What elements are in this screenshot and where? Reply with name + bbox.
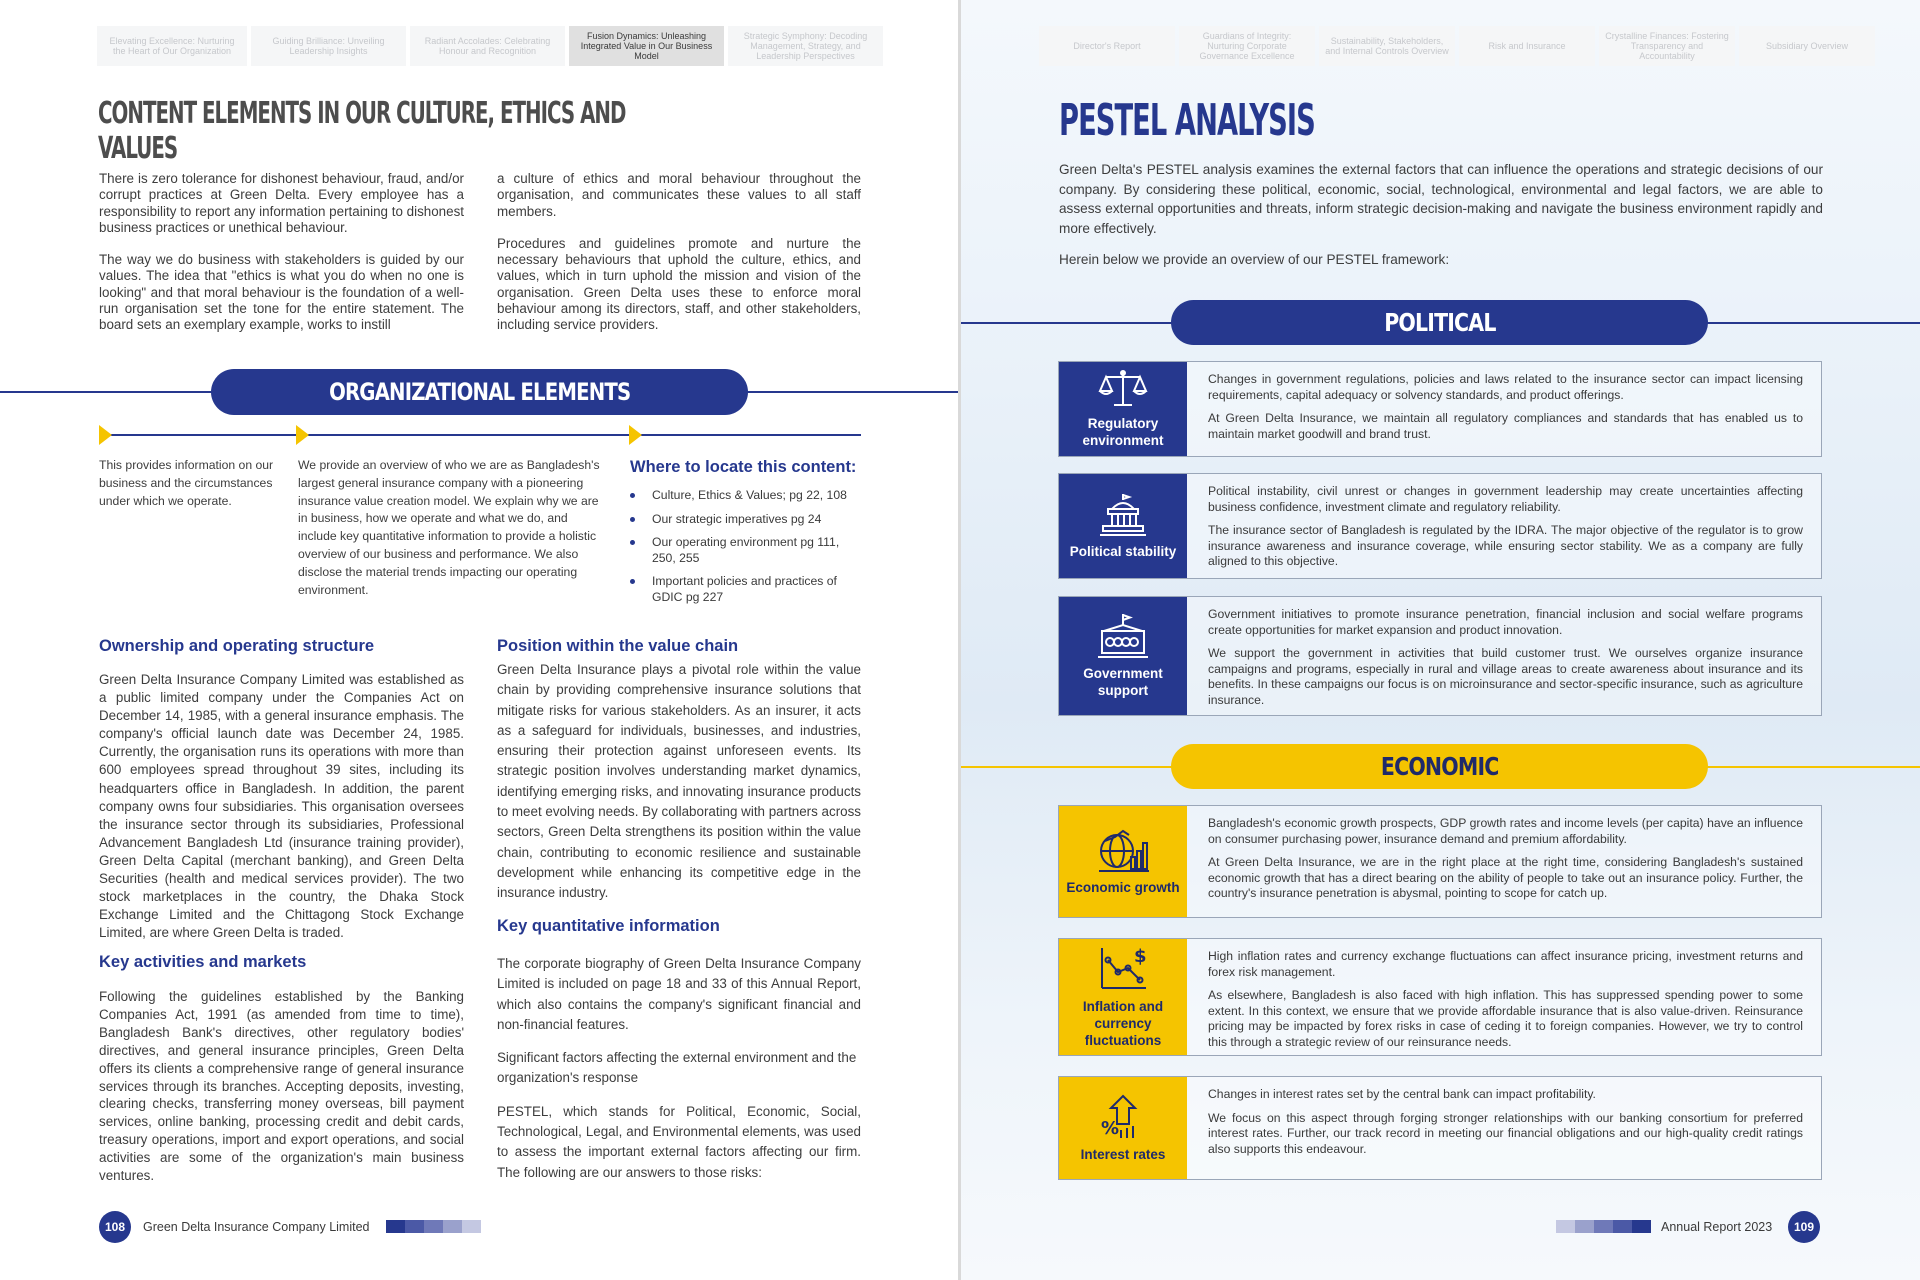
pestel-row-inflation: [1058, 938, 1822, 1056]
footer-color-strip: [386, 1220, 481, 1233]
quantitative-paragraph: PESTEL, which stands for Political, Economic, Social, Technological, Legal, and Environmental elements, was used to assess the important external factors affecting our firm. The following are our answers to those risks:: [497, 1103, 861, 1180]
pestel-row-economic-growth: [1058, 805, 1822, 918]
intro-paragraph: The way we do business with stakeholders is guided by our values. The idea that "ethics is what you do when no one is looking" and that moral behaviour is the foundation of a well-run organisation set the tone for the entire statement. The board sets an exemplary example, works to instill: [99, 252, 464, 333]
svg-text:$: $: [1134, 945, 1147, 967]
section-tabs: [1039, 26, 1875, 66]
intro-paragraph: There is zero tolerance for dishonest behaviour, fraud, and/or corrupt practices at Green Delta. Every employee has a responsibility to report any information pertaining to dishonest business practices or unethical behaviour.: [99, 171, 464, 235]
ownership-heading: Ownership and operating structure: [99, 637, 375, 655]
banner-label: ORGANIZATIONAL ELEMENTS: [328, 378, 631, 406]
pestel-row-government-support: [1058, 596, 1822, 716]
timeline-line: [100, 434, 861, 436]
locate-title: Where to locate this content:: [630, 458, 857, 476]
row-label: Regulatory environment: [1082, 416, 1164, 448]
row-paragraph: Government initiatives to promote insurance penetration, financial inclusion and social welfare programs create opportunities for market expansion and product innovation.: [1208, 607, 1803, 637]
row-label: Inflation and currency fluctuations: [1082, 998, 1164, 1048]
quantitative-heading: Key quantitative information: [497, 917, 720, 935]
footer-report-name: Annual Report 2023: [1661, 1220, 1773, 1234]
tab-crystalline-finances[interactable]: Crystalline Finances: Fostering Transparency and Accountability: [1599, 26, 1735, 66]
row-icon-cell: [1059, 806, 1187, 917]
organizational-elements-banner: [211, 369, 748, 415]
pestel-row-political-stability: [1058, 473, 1822, 579]
timeline-arrow-icon: [296, 425, 309, 445]
locate-item: Our strategic imperatives pg 24: [630, 512, 865, 528]
row-paragraph: We focus on this aspect through forging stronger relationships with our banking consortium for preferred interest rates. Further, our track record in meeting our financial obligations and our high-quality credit ratings also supports this endeavour.: [1208, 1110, 1803, 1156]
org-elements-overview: We provide an overview of who we are as Bangladesh's largest general insurance company with a pioneering insurance value creation model. We explain why we are in business, how we operate and what we do, and include key quantitative information to provide a holistic overview of our business and performance. We also disclose the material trends impacting our operating environment.: [298, 458, 600, 597]
page-number: 108: [99, 1211, 131, 1243]
org-elements-intro: This provides information on our business and the circumstances under which we operate.: [99, 458, 274, 508]
row-label: Government support: [1083, 666, 1163, 698]
activities-text: Following the guidelines established by the Banking Companies Act, 1991 (as amended from time to time), Bangladesh Bank's directives, other regulatory bodies' directives, and general insurance principles, Green Delta offers its clients a comprehensive range of general insurance services through its branches. Accepting deposits, investing, clearing checks, transferring money overseas, bill payment services, online banking, processing credit and debit cards, treasury operations, import and export operations, and social activities are some of the organization's main business ventures.: [99, 989, 464, 1184]
page-title: PESTEL ANALYSIS: [1059, 95, 1315, 146]
right-page: [961, 0, 1920, 1280]
row-text: [1187, 1077, 1821, 1179]
pestel-row-regulatory: [1058, 361, 1822, 457]
row-label: Economic growth: [1066, 880, 1180, 895]
row-text: [1187, 597, 1821, 715]
footer-company-name: Green Delta Insurance Company Limited: [143, 1220, 370, 1234]
pestel-intro: Green Delta's PESTEL analysis examines the external factors that can influence the operations and strategic decisions of our company. By considering these political, economic, social, technological, environmental and legal factors, we are able to assess external opportunities and threats, inform strategic decision-making and navigate the business environment rapidly and more effectively.: [1059, 162, 1823, 236]
tab-subsidiary-overview[interactable]: Subsidiary Overview: [1739, 26, 1875, 66]
row-icon-cell: [1059, 474, 1187, 578]
svg-text:%: %: [1101, 1117, 1120, 1139]
row-text: [1187, 362, 1821, 456]
banner-label: ECONOMIC: [1380, 752, 1499, 781]
row-paragraph: Political instability, civil unrest or changes in government leadership may create uncertainties affecting business confidence, investment climate and regulatory reliability.: [1208, 484, 1803, 514]
locate-list: [630, 488, 865, 605]
tab-guardians-of-integrity[interactable]: Guardians of Integrity: Nurturing Corporate Governance Excellence: [1179, 26, 1315, 66]
tab-risk-and-insurance[interactable]: Risk and Insurance: [1459, 26, 1595, 66]
tab-directors-report[interactable]: Director's Report: [1039, 26, 1175, 66]
interest-rate-icon: [1101, 1094, 1145, 1140]
row-paragraph: Changes in government regulations, policies and laws related to the insurance sector can impact licensing requirements, capital adequacy or solvency standards, and product offerings.: [1208, 372, 1803, 402]
pestel-intro-2: Herein below we provide an overview of our PESTEL framework:: [1059, 252, 1450, 267]
intro-paragraph: Procedures and guidelines promote and nurture the necessary behaviours that uphold the culture, ethics, and values, which in turn uphold the mission and vision of the organisation. Green Delta uses these to enforce moral behaviour among its directors, staff, and other stakeholders, including service providers.: [497, 235, 861, 333]
quantitative-paragraph: Significant factors affecting the external environment and the organization's response: [497, 1050, 857, 1086]
government-building-icon: [1096, 613, 1150, 659]
row-text: [1187, 806, 1821, 917]
value-chain-text: Green Delta Insurance plays a pivotal role within the value chain by providing comprehensive insurance solutions that mitigate risks for various stakeholders. As an insurer, it acts as a safeguard for individuals, businesses, and industries, ensuring their protection against unforeseen events. Its strategic position involves understanding market dynamics, identifying emerging risks, and innovating insurance products to meet evolving needs. By collaborating with partners across sectors, Green Delta strengthens its position within the value chain, contributing to economic resilience and sustainable development while enhancing its competitive edge in the insurance industry.: [497, 662, 861, 901]
row-icon-cell: [1059, 362, 1187, 456]
row-paragraph: Bangladesh's economic growth prospects, GDP growth rates and income levels (per capita) have an influence on consumer purchasing power, insurance demand and premium affordability.: [1208, 816, 1803, 846]
economic-banner: [1171, 744, 1708, 789]
currency-chart-icon: [1098, 946, 1148, 992]
row-paragraph: At Green Delta Insurance, we are in the right place at the right time, considering Bangladesh's sustained economic growth that has a direct bearing on the ability of people to take out an insurance policy. Further, the country's insurance penetration is abysmal, pointing to scope for catch up.: [1208, 855, 1803, 901]
value-chain-heading: Position within the value chain: [497, 637, 739, 655]
row-paragraph: High inflation rates and currency exchange fluctuations can affect insurance pricing, investment returns and forex risk management.: [1208, 949, 1803, 979]
row-text: [1187, 474, 1821, 578]
locate-item: Culture, Ethics & Values; pg 22, 108: [630, 488, 865, 504]
ownership-text: Green Delta Insurance Company Limited was established as a public limited company under the Companies Act on December 14, 1985, with a general insurance emphasis. The company's official launch date was December 24, 1985. Currently, the organisation runs its operations with more than 600 employees spread throughout 39 sites, including its headquarters office in Bangladesh. In addition, the parent company owns four subsidiaries. This organisation oversees the insurance sector through its subsidiaries, Professional Advancement Bangladesh Ltd (insurance training provider), Green Delta Capital (merchant banking), and Green Delta Securities (health and medical services provider). The two stock marketplaces in the country, the Dhaka Stock Exchange Limited and the Chittagong Stock Exchange Limited, are where Green Delta is traded.: [99, 672, 464, 941]
intro-paragraph: a culture of ethics and moral behaviour throughout the organisation, and communicates these values to all staff members.: [497, 171, 861, 219]
scales-icon: [1098, 369, 1148, 409]
section-tabs: [97, 26, 883, 66]
timeline-arrow-icon: [629, 425, 642, 445]
banner-label: POLITICAL: [1383, 308, 1496, 337]
globe-growth-icon: [1097, 827, 1149, 873]
tab-fusion-dynamics[interactable]: Fusion Dynamics: Unleashing Integrated Value in Our Business Model: [569, 26, 724, 66]
locate-item: Our operating environment pg 111, 250, 255: [630, 535, 865, 566]
intro-column-1: [99, 171, 464, 350]
tab-elevating-excellence[interactable]: Elevating Excellence: Nurturing the Heart of Our Organization: [97, 26, 247, 66]
left-page: [0, 0, 958, 1280]
tab-guiding-brilliance[interactable]: Guiding Brilliance: Unveiling Leadership Insights: [251, 26, 406, 66]
tab-radiant-accolades[interactable]: Radiant Accolades: Celebrating Honour and Recognition: [410, 26, 565, 66]
political-banner: [1171, 300, 1708, 345]
row-label: Interest rates: [1080, 1146, 1166, 1162]
locate-content-box: [630, 458, 865, 613]
tab-strategic-symphony[interactable]: Strategic Symphony: Decoding Management, Strategy, and Leadership Perspectives: [728, 26, 883, 66]
footer-color-strip: [1556, 1220, 1651, 1233]
activities-heading: Key activities and markets: [99, 953, 307, 971]
page-number: 109: [1788, 1211, 1820, 1243]
pestel-row-interest-rates: [1058, 1076, 1822, 1180]
quantitative-text: [497, 954, 861, 1199]
intro-column-2: [497, 171, 861, 350]
page-title: CONTENT ELEMENTS IN OUR CULTURE, ETHICS AND VALUES: [98, 96, 626, 166]
row-text: [1187, 939, 1821, 1055]
quantitative-paragraph: The corporate biography of Green Delta Insurance Company Limited is included on page 18 and 33 of this Annual Report, which also contains the company's significant financial and non-financial features.: [497, 956, 861, 1032]
row-paragraph: Changes in interest rates set by the central bank can impact profitability.: [1208, 1087, 1596, 1101]
tab-sustainability[interactable]: Sustainability, Stakeholders, and Internal Controls Overview: [1319, 26, 1455, 66]
row-paragraph: We support the government in activities that build customer trust. We ourselves organize insurance campaigns and programs, especially in rural and village areas to create awareness about insurance and its benefits. In these campaigns our focus is on microinsurance and sector-specific insurance, such as agriculture insurance.: [1208, 646, 1803, 707]
timeline-arrow-icon: [99, 425, 112, 445]
row-paragraph: As elsewhere, Bangladesh is also faced with high inflation. This has suppressed spending power to some extent. In this context, we ensure that we provide affordable insurance that is also value-driven. Reinsurance pricing may be impacted by forex risks in case of ceding it to foreign companies. However, we try to control this through a strategic review of our reinsurance needs.: [1208, 988, 1803, 1049]
row-paragraph: At Green Delta Insurance, we maintain all regulatory compliances and standards that has enabled us to maintain market goodwill and brand trust.: [1208, 411, 1803, 441]
capitol-building-icon: [1098, 493, 1148, 537]
row-icon-cell: [1059, 1077, 1187, 1179]
row-icon-cell: [1059, 597, 1187, 715]
row-paragraph: The insurance sector of Bangladesh is regulated by the IDRA. The major objective of the regulator is to grow insurance awareness and insurance coverage, while ensuring sector stability. We as a company are fully aligned to this objective.: [1208, 523, 1803, 569]
row-label: Political stability: [1069, 543, 1177, 559]
row-icon-cell: [1059, 939, 1187, 1055]
locate-item: Important policies and practices of GDIC pg 227: [630, 574, 865, 605]
